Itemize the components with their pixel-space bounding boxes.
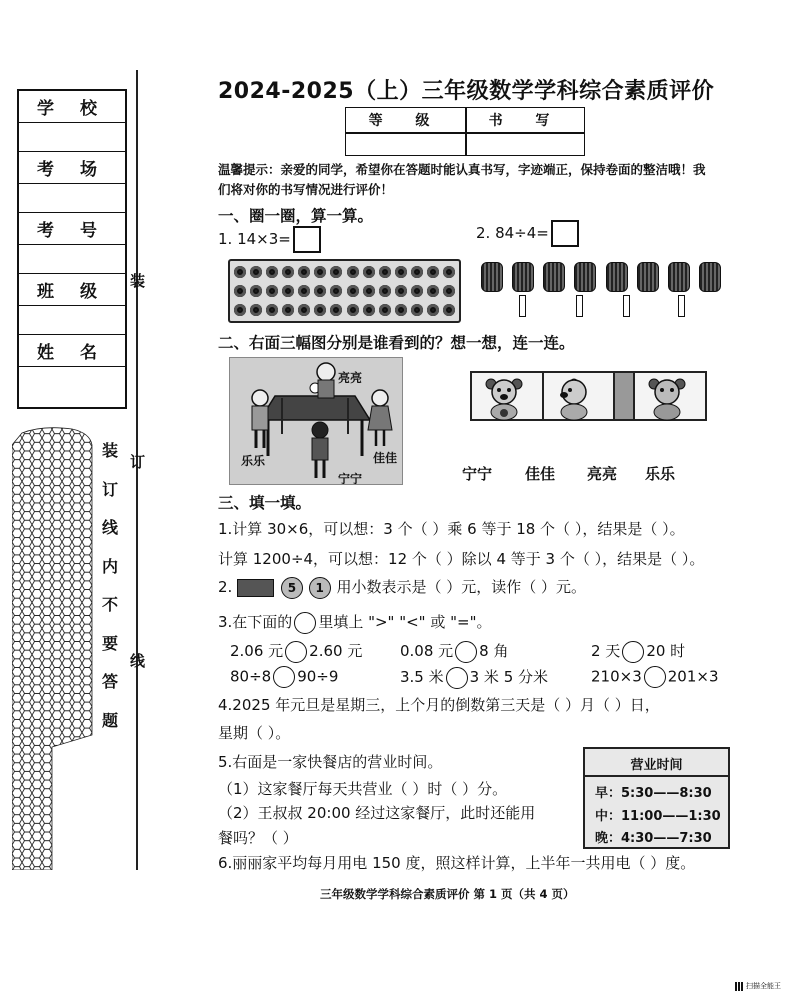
single-stick[interactable] (623, 295, 630, 317)
bead[interactable] (314, 304, 326, 316)
compare-left: 2.06 元 (230, 642, 284, 660)
answer-name-jiajia: 佳佳 (525, 465, 556, 483)
page-footer: 三年级数学学科综合素质评价 第 1 页（共 4 页） (320, 887, 575, 901)
q3-3-head: 3.在下面的 (218, 613, 293, 631)
table-scene-image (229, 357, 403, 485)
qr-icon (735, 982, 744, 991)
bead[interactable] (314, 285, 326, 297)
bead[interactable] (250, 304, 262, 316)
bead[interactable] (395, 266, 407, 278)
info-label-room: 考 场 (19, 152, 125, 184)
bead[interactable] (411, 266, 423, 278)
answer-box[interactable] (293, 226, 321, 253)
question-3-5-1: （1）这家餐厅每天共营业（ ）时（ ）分。 (218, 780, 508, 798)
coin-5jiao: 5 (281, 577, 303, 599)
compare-item-1 (230, 640, 362, 663)
bead[interactable] (427, 304, 439, 316)
student-info-box (17, 89, 127, 409)
bead[interactable] (363, 285, 375, 297)
stick-bundle[interactable] (606, 262, 628, 292)
compare-circle[interactable] (273, 666, 295, 688)
notice-char: 题 (101, 710, 118, 730)
writing-header: 书 写 (488, 113, 564, 129)
bead[interactable] (395, 285, 407, 297)
stick-bundle[interactable] (574, 262, 596, 292)
info-label-name: 姓 名 (19, 335, 125, 367)
bead[interactable] (443, 266, 455, 278)
bead[interactable] (298, 304, 310, 316)
compare-right: 8 角 (479, 642, 509, 660)
single-stick[interactable] (678, 295, 685, 317)
bead[interactable] (330, 266, 342, 278)
answer-name-ningning: 宁宁 (462, 465, 493, 483)
honeycomb-pattern (12, 425, 94, 870)
answer-name-lele: 乐乐 (645, 465, 676, 483)
info-field-name[interactable] (19, 367, 125, 396)
compare-right: 20 时 (646, 642, 686, 660)
info-label-school: 学 校 (19, 91, 125, 123)
compare-left: 210×3 (591, 667, 642, 686)
scanner-watermark (735, 981, 781, 991)
bead[interactable] (443, 304, 455, 316)
scene-label-liangliang: 亮亮 (338, 371, 363, 385)
bead[interactable] (411, 304, 423, 316)
compare-right: 3 米 5 分米 (469, 668, 549, 686)
q3-2-prefix: 2. (218, 578, 233, 596)
compare-circle[interactable] (446, 667, 468, 689)
view-panel-side (544, 373, 616, 419)
bead[interactable] (234, 266, 246, 278)
coin-1jiao: 1 (309, 577, 331, 599)
view-panel-front (472, 373, 544, 419)
notice-char: 线 (101, 518, 118, 537)
q3-3-tail: 里填上 ">" "<" 或 "="。 (318, 613, 492, 631)
binding-notice (99, 432, 121, 740)
single-stick[interactable] (576, 295, 583, 317)
compare-circle[interactable] (622, 641, 644, 663)
question-3-5-2a: （2）王叔叔 20:00 经过这家餐厅，此时还能用 (218, 804, 536, 822)
bead[interactable] (411, 285, 423, 297)
view-panel-back (635, 373, 705, 419)
binding-mark-zhuang: 装 (130, 272, 146, 290)
section2-heading: 二、右面三幅图分别是谁看到的？想一想，连一连。 (218, 334, 575, 352)
scene-label-ningning: 宁宁 (338, 472, 363, 485)
hours-morning: 早：5:30——8:30 (595, 786, 712, 801)
compare-item-6 (591, 666, 719, 688)
question-1-2 (476, 220, 579, 247)
info-field-class[interactable] (19, 306, 125, 335)
question-3-3 (218, 611, 492, 634)
section1-heading: 一、圈一圈，算一算。 (218, 207, 374, 225)
bead-frame-image (228, 259, 461, 323)
question-3-6: 6.丽丽家平均每月用电 150 度，照这样计算，上半年一共用电（ ）度。 (218, 854, 696, 872)
scanner-label: 扫描全能王 (746, 982, 781, 990)
question-3-1b: 计算 1200÷4，可以想：12 个（ ）除以 4 等于 3 个（ ），结果是（ ）。 (218, 550, 705, 568)
bead[interactable] (427, 266, 439, 278)
question-3-2 (218, 576, 586, 599)
answer-name-liangliang: 亮亮 (587, 465, 618, 483)
compare-right: 201×3 (667, 667, 719, 686)
bead[interactable] (427, 285, 439, 297)
single-stick[interactable] (519, 295, 526, 317)
notice-char: 答 (101, 672, 118, 691)
notice-char: 内 (101, 556, 118, 576)
bead[interactable] (266, 304, 278, 316)
compare-circle[interactable] (455, 641, 477, 663)
compare-left: 80÷8 (230, 667, 272, 686)
circle-symbol (294, 612, 316, 634)
question-3-1a: 1.计算 30×6，可以想：3 个（ ）乘 6 等于 18 个（ ），结果是（ ）。 (218, 520, 685, 538)
bead[interactable] (234, 304, 246, 316)
question-3-5: 5.右面是一家快餐店的营业时间。 (218, 753, 443, 771)
info-field-room[interactable] (19, 184, 125, 213)
hours-evening: 晚：4:30——7:30 (595, 831, 712, 846)
notice-char: 要 (101, 633, 118, 653)
bead[interactable] (282, 285, 294, 297)
question-3-4b: 星期（ ）。 (218, 724, 291, 742)
bead[interactable] (363, 266, 375, 278)
bead[interactable] (250, 266, 262, 278)
compare-item-5 (400, 666, 548, 689)
bead[interactable] (330, 285, 342, 297)
bead[interactable] (234, 285, 246, 297)
compare-right: 90÷9 (297, 667, 339, 686)
q1-1-text: 1. 14×3= (218, 230, 291, 248)
business-hours-card (583, 747, 730, 849)
compare-circle[interactable] (644, 666, 666, 688)
q3-2-text: 用小数表示是（ ）元，读作（ ）元。 (336, 578, 586, 596)
scene-label-lele: 乐乐 (241, 454, 266, 468)
info-field-number[interactable] (19, 245, 125, 274)
section3-heading: 三、填一填。 (218, 494, 312, 512)
bead[interactable] (395, 304, 407, 316)
stick-bundle[interactable] (543, 262, 565, 292)
q1-2-text: 2. 84÷4= (476, 224, 549, 242)
compare-item-4 (230, 666, 338, 688)
info-label-number: 考 号 (19, 213, 125, 245)
bead[interactable] (314, 266, 326, 278)
question-3-4a: 4.2025 年元旦是星期三，上个月的倒数第三天是（ ）月（ ）日， (218, 696, 660, 714)
compare-left: 3.5 米 (400, 668, 444, 686)
info-label-class: 班 级 (19, 274, 125, 306)
info-field-school[interactable] (19, 123, 125, 152)
compare-left: 0.08 元 (400, 642, 454, 660)
tip-text: 温馨提示：亲爱的同学，希望你在答题时能认真书写，字迹端正，保持卷面的整洁哦！我们将对你的书写情况进行评价！ (218, 162, 706, 197)
bead[interactable] (347, 266, 359, 278)
bead[interactable] (266, 266, 278, 278)
bead[interactable] (298, 266, 310, 278)
grade-cell[interactable] (346, 134, 464, 155)
view-images (470, 371, 707, 421)
bead[interactable] (250, 285, 262, 297)
hours-title: 营业时间 (630, 758, 683, 773)
stick-bundle[interactable] (481, 262, 503, 292)
binding-mark-ding: 订 (130, 453, 146, 471)
bead[interactable] (266, 285, 278, 297)
bead[interactable] (282, 266, 294, 278)
bead[interactable] (443, 285, 455, 297)
bead[interactable] (363, 304, 375, 316)
bead[interactable] (379, 266, 391, 278)
compare-item-3 (591, 640, 685, 663)
compare-item-2 (400, 640, 508, 663)
notice-char: 装 (101, 441, 118, 460)
compare-left: 2 天 (591, 642, 621, 660)
bead[interactable] (282, 304, 294, 316)
writing-cell[interactable] (467, 134, 585, 155)
bead[interactable] (298, 285, 310, 297)
bead[interactable] (347, 304, 359, 316)
stick-bundle[interactable] (637, 262, 659, 292)
bead[interactable] (379, 304, 391, 316)
bead[interactable] (379, 285, 391, 297)
compare-circle[interactable] (285, 641, 307, 663)
hours-noon: 中：11:00——1:30 (595, 809, 721, 824)
bead[interactable] (347, 285, 359, 297)
compare-right: 2.60 元 (309, 642, 363, 660)
bead[interactable] (330, 304, 342, 316)
grade-table (345, 107, 585, 156)
answer-box[interactable] (551, 220, 579, 247)
grade-header: 等 级 (368, 113, 444, 129)
page-title: 2024-2025（上）三年级数学学科综合素质评价 (218, 79, 715, 104)
stick-bundle[interactable] (668, 262, 690, 292)
binding-mark-xian: 线 (130, 652, 146, 670)
question-1-1 (218, 226, 321, 253)
question-3-5-2b: 餐吗？（ ） (218, 829, 298, 847)
stick-bundle[interactable] (699, 262, 721, 292)
scene-label-jiajia: 佳佳 (373, 451, 398, 465)
notice-char: 订 (101, 479, 118, 499)
banknote-image (237, 579, 274, 597)
stick-bundle[interactable] (512, 262, 534, 292)
notice-char: 不 (101, 595, 118, 614)
